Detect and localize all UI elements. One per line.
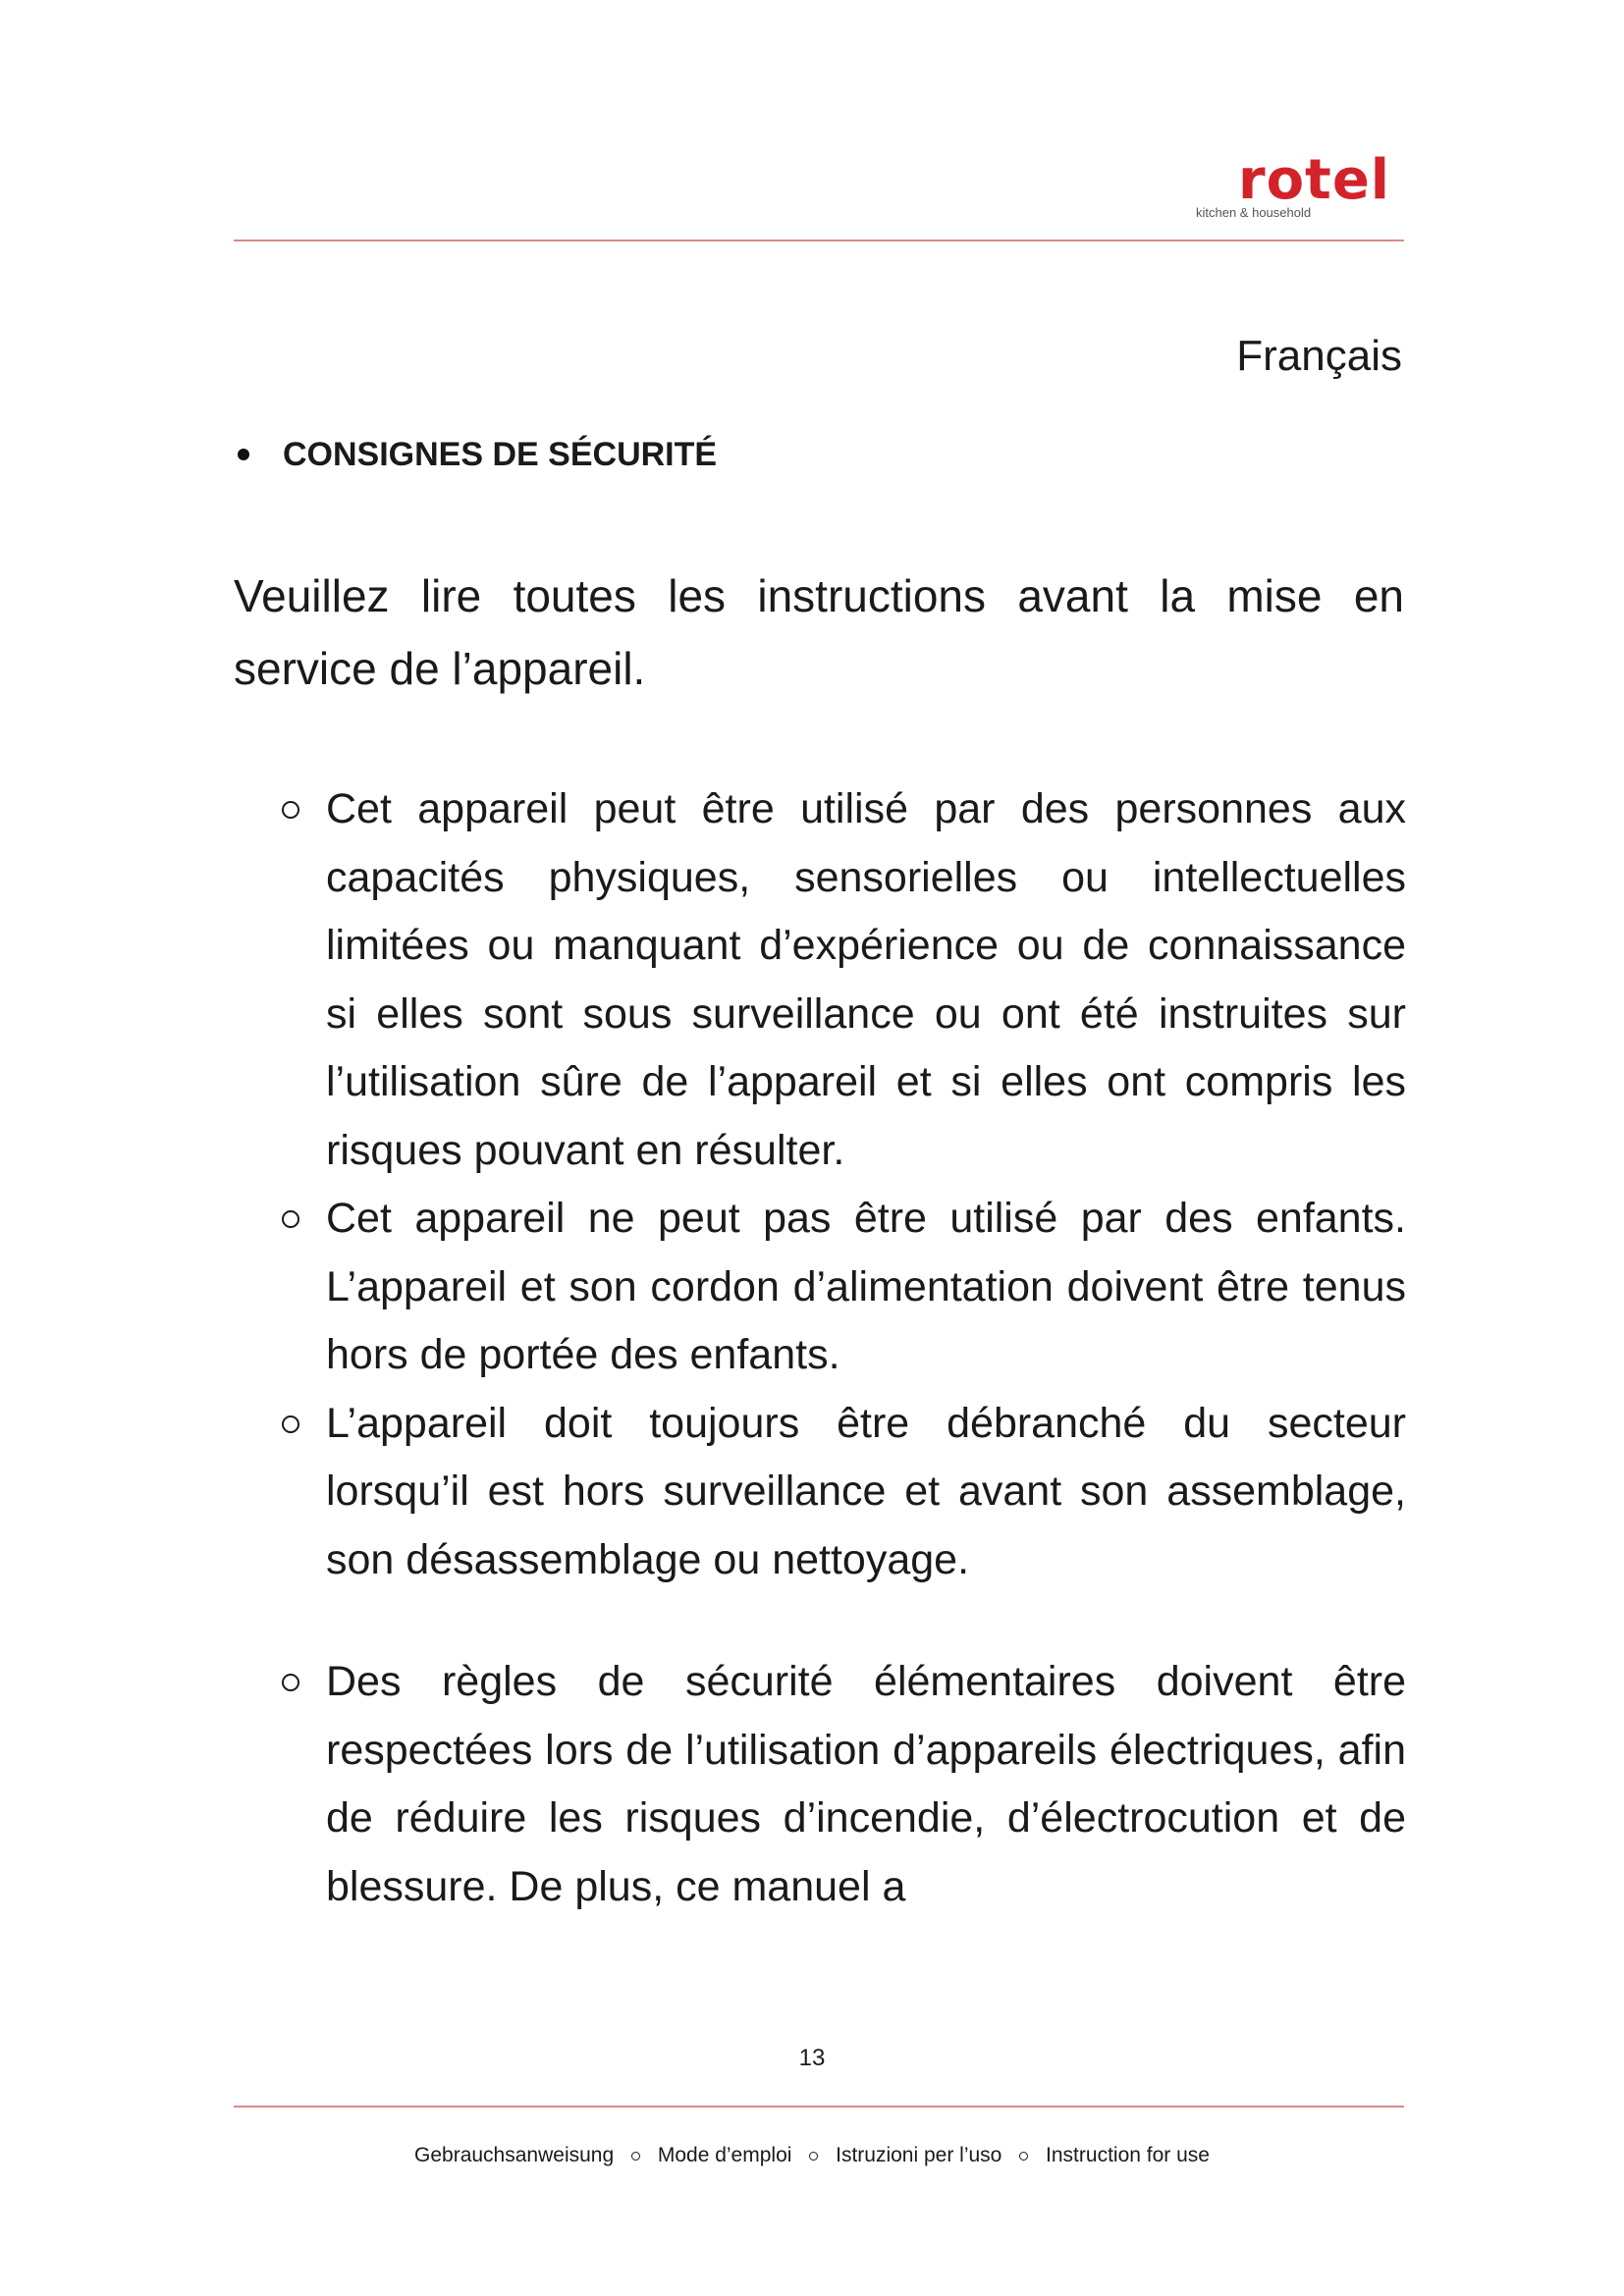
section-heading-text: CONSIGNES DE SÉCURITÉ bbox=[283, 436, 718, 473]
circle-bullet-icon bbox=[282, 1674, 299, 1691]
footer-label-de: Gebrauchsanweisung bbox=[414, 2144, 615, 2166]
intro-paragraph: Veuillez lire toutes les instructions avant la mise en service de l’appareil. bbox=[234, 570, 1404, 694]
list-item-text: Cet appareil peut être utilisé par des personnes aux capacités physiques, sensorielles ou intellectuelles limitées ou manquant d’expérience ou de connaissance si elles sont sous surveillance ou ont été instruites sur l’utilisation sûre de l’appareil et si elles ont compris les risques pouvant en résulter. bbox=[326, 785, 1406, 1174]
language-label: Français bbox=[1236, 332, 1402, 380]
list-item bbox=[277, 775, 1406, 1185]
circle-separator-icon bbox=[1019, 2152, 1028, 2161]
circle-separator-icon bbox=[631, 2152, 640, 2161]
logo-tagline: kitchen & household bbox=[1196, 205, 1312, 220]
list-item bbox=[277, 1185, 1406, 1390]
footer-label-it: Istruzioni per l’uso bbox=[836, 2144, 1002, 2166]
circle-bullet-icon bbox=[282, 1210, 299, 1228]
footer bbox=[0, 2142, 1624, 2169]
list-item bbox=[277, 1648, 1406, 1921]
circle-bullet-icon bbox=[282, 1415, 299, 1433]
section-heading bbox=[234, 430, 717, 479]
list-item-text: Cet appareil ne peut pas être utilisé par des enfants. L’appareil et son cordon d’alimentation doivent être tenus hors de portée des enfants. bbox=[326, 1195, 1406, 1378]
logo-wordmark: rotel bbox=[1237, 148, 1390, 212]
circle-separator-icon bbox=[809, 2152, 818, 2161]
safety-list bbox=[277, 775, 1406, 1921]
page-number: 13 bbox=[798, 2045, 826, 2071]
list-item bbox=[277, 1390, 1406, 1595]
footer-divider bbox=[234, 2106, 1404, 2108]
circle-bullet-icon bbox=[282, 801, 299, 819]
brand-logo bbox=[1184, 148, 1390, 220]
list-item-text: L’appareil doit toujours être débranché du secteur lorsqu’il est hors surveillance et avant son assemblage, son désassemblage ou nettoyage. bbox=[326, 1399, 1406, 1583]
footer-label-en: Instruction for use bbox=[1046, 2144, 1210, 2166]
footer-label-fr: Mode d’emploi bbox=[657, 2144, 792, 2166]
list-item-text: Des règles de sécurité élémentaires doivent être respectées lors de l’utilisation d’appareils électriques, afin de réduire les risques d’incendie, d’électrocution et de blessure. De plus, ce manuel a bbox=[326, 1658, 1406, 1910]
header-divider bbox=[234, 240, 1404, 241]
bullet-icon bbox=[238, 449, 249, 460]
